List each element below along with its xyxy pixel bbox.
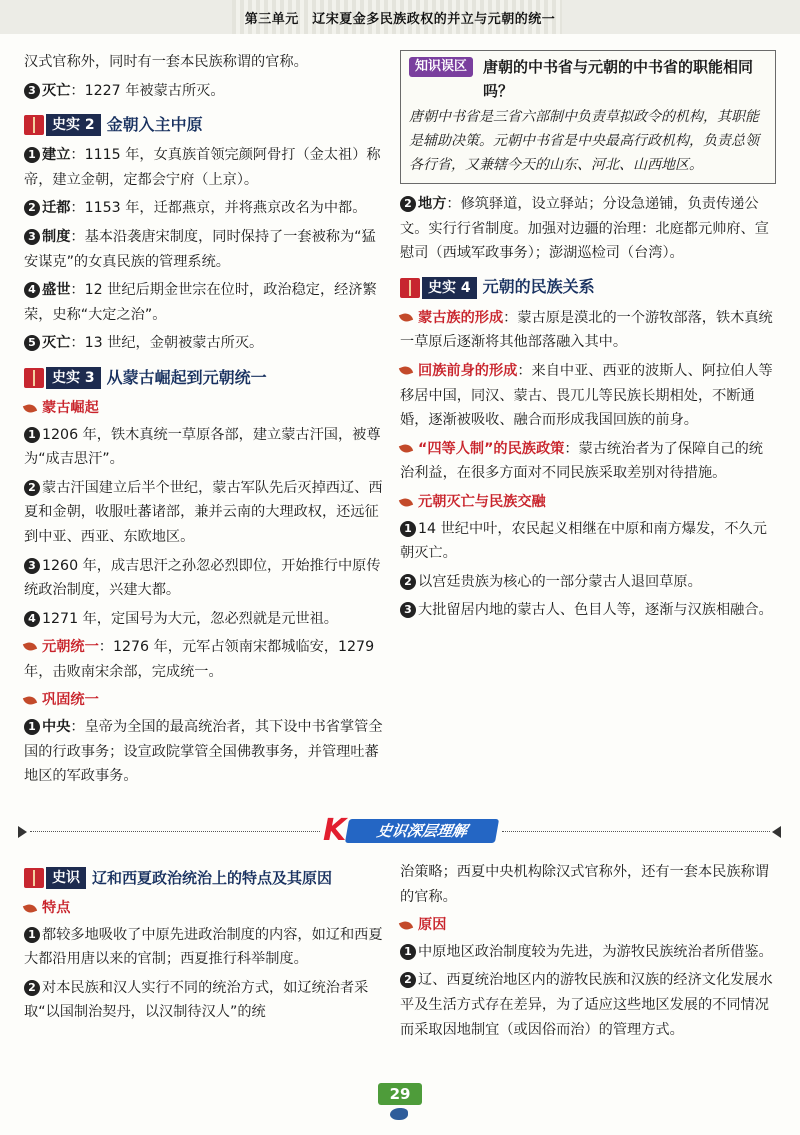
item-text: 对本民族和汉人实行不同的统治方式，如辽统治者采取“以国制治契丹，以汉制待汉人”的统 [24, 979, 369, 1021]
number-badge: 4 [24, 282, 40, 298]
k-logo-icon: K [323, 813, 347, 848]
item-label: 制度 [42, 228, 71, 245]
item-text: ：修筑驿道，设立驿站；分设急递铺，负责传递公文。实行行省制度。加强对边疆的治理：北庭都元帅府、宣慰司（西域军政事务）；澎湖巡检司（台湾）。 [400, 196, 769, 262]
number-badge: 4 [24, 611, 40, 627]
number-badge: 1 [400, 944, 416, 960]
liao-end-item [24, 79, 386, 104]
list-item [24, 923, 386, 972]
section-tag: 史实 2 [46, 114, 101, 136]
section-tag: 史识 [46, 867, 86, 889]
leaf-icon [399, 364, 413, 377]
misconception-tag: 知识误区 [409, 57, 473, 77]
item-label: 建立 [42, 147, 71, 164]
subheading-label: 巩固统一 [42, 692, 99, 709]
item-text: ：1276 年，元军占领南宋都城临安，1279 年，击败南宋余部，完成统一。 [24, 639, 375, 680]
list-item [400, 598, 776, 623]
list-item [24, 225, 386, 274]
divider [502, 831, 770, 832]
section-heading-2 [24, 113, 386, 137]
leaf-icon [399, 919, 413, 932]
misconception-box [400, 50, 776, 184]
item-text: ：12 世纪后期金世宗在位时，政治稳定，经济繁荣，史称“大定之治”。 [24, 282, 377, 323]
leaf-icon [399, 496, 413, 509]
deep-understanding-band [18, 815, 782, 849]
leaf-icon [399, 442, 413, 455]
unification-paragraph [24, 635, 386, 684]
number-badge: 1 [24, 927, 40, 943]
divider [30, 831, 320, 832]
number-badge: 2 [400, 196, 416, 212]
item-text: 14 世纪中叶，农民起义相继在中原和南方爆发，不久元朝灭亡。 [400, 520, 767, 562]
section-title: 从蒙古崛起到元朝统一 [106, 367, 267, 387]
section-heading-4 [400, 276, 776, 300]
box-header [409, 55, 767, 103]
paragraph [400, 306, 776, 355]
subheading-label: 原因 [418, 917, 447, 934]
subheading [24, 688, 386, 713]
paragraph [400, 437, 776, 486]
item-label: 灭亡 [42, 82, 71, 99]
book-icon [24, 115, 44, 135]
list-item [400, 968, 776, 1042]
paragraph-text: ：蒙古统治者为了保障自己的统治利益，在很多方面对不同民族采取差别对待措施。 [400, 440, 763, 482]
triangle-left-icon [18, 826, 27, 838]
section-tag: 史实 3 [46, 367, 101, 389]
item-text: ：1115 年，女真族首领完颜阿骨打（金太祖）称帝，建立金朝，定都会宁府（上京）。 [24, 147, 381, 188]
subheading [24, 896, 386, 921]
number-badge: 3 [24, 558, 40, 574]
list-item [24, 143, 386, 192]
list-item [400, 192, 776, 266]
bottom-right-column [400, 860, 776, 1046]
number-badge: 2 [24, 980, 40, 996]
list-item [24, 331, 386, 356]
bird-icon [390, 1108, 408, 1120]
list-item [24, 607, 386, 632]
number-badge: 2 [24, 480, 40, 496]
section-title: 金朝入主中原 [106, 114, 203, 134]
item-label: 中央 [42, 719, 71, 736]
page-header [0, 0, 800, 34]
leaf-icon [23, 402, 37, 415]
list-item [24, 423, 386, 472]
list-item [24, 554, 386, 603]
subheading-label: 特点 [42, 900, 71, 916]
subheading-label: 元朝灭亡与民族交融 [418, 493, 546, 510]
unit-title: 第三单元 辽宋夏金多民族政权的并立与元朝的统一 [244, 12, 556, 27]
item-text: ：皇帝为全国的最高统治者，其下设中书省掌管全国的行政事务；设宣政院掌管全国佛教事务，并管理吐蕃地区的军政事务。 [24, 719, 383, 785]
item-text: 都较多地吸收了中原先进政治制度的内容，如辽和西夏大都沿用唐以来的官制；西夏推行科举制度。 [24, 926, 383, 968]
item-text: ：基本沿袭唐宋制度，同时保持了一套被称为“猛安谋克”的女真民族的管理系统。 [24, 228, 376, 270]
number-badge: 2 [400, 972, 416, 988]
item-label: 盛世 [42, 282, 71, 299]
subheading-label: 元朝统一 [42, 639, 99, 656]
list-item [24, 196, 386, 221]
number-badge: 1 [24, 427, 40, 443]
box-question: 唐朝的中书省与元朝的中书省的职能相同吗？ [483, 58, 754, 100]
number-badge: 3 [400, 602, 416, 618]
item-text: ：1153 年，迁都燕京，并将燕京改名为中都。 [70, 200, 367, 217]
continued-text: 治策略；西夏中央机构除汉式官称外，还有一套本民族称谓的官称。 [400, 864, 769, 905]
number-badge: 1 [24, 147, 40, 163]
item-text: 1260 年，成吉思汗之孙忽必烈即位，开始推行中原传统政治制度，兴建大都。 [24, 557, 381, 599]
subheading [400, 490, 776, 515]
triangle-right-icon [772, 826, 781, 838]
item-label: 迁都 [42, 200, 71, 217]
box-body: 唐朝中书省是三省六部制中负责草拟政令的机构，其职能是辅助决策。元朝中书省是中央最高行政机构，负责总领各行省，又兼辖今天的山东、河北、山西地区。 [409, 109, 759, 173]
number-badge: 2 [24, 200, 40, 216]
band-logo [323, 815, 498, 847]
book-icon [24, 368, 44, 388]
book-icon [24, 868, 44, 888]
number-badge: 5 [24, 335, 40, 351]
item-text: 大批留居内地的蒙古人、色目人等，逐渐与汉族相融合。 [418, 602, 773, 619]
subheading [24, 396, 386, 421]
number-badge: 2 [400, 574, 416, 590]
item-label: 灭亡 [42, 335, 71, 352]
section-heading-3 [24, 366, 386, 390]
list-item [24, 715, 386, 789]
bottom-left-column [24, 860, 386, 1029]
item-text: 1206 年，铁木真统一草原各部，建立蒙古汗国，被尊为“成吉思汗”。 [24, 426, 381, 468]
paragraph-label: “四等人制”的民族政策 [418, 440, 565, 457]
item-text: 蒙古汗国建立后半个世纪，蒙古军队先后灭掉西辽、西夏和金朝，收服吐蕃诸部，兼并云南的大理政权，还远征到中亚、西亚、东欧地区。 [24, 479, 383, 545]
leaf-icon [23, 902, 37, 915]
item-text: 1271 年，定国号为大元，忽必烈就是元世祖。 [42, 610, 338, 627]
item-label: 地方 [418, 196, 447, 212]
paragraph [400, 359, 776, 433]
number-badge: 1 [24, 719, 40, 735]
item-text: 辽、西夏统治地区内的游牧民族和汉族的经济文化发展水平及生活方式存在差异，为了适应这些地区发展的不同情况而采取因地制宜（或因俗而治）的管理方式。 [400, 972, 773, 1038]
leaf-icon [23, 694, 37, 707]
section-title: 元朝的民族关系 [482, 277, 595, 297]
number-badge: 3 [24, 83, 40, 99]
page-number: 29 [378, 1083, 422, 1105]
list-item [400, 940, 776, 965]
item-text: ：13 世纪，金朝被蒙古所灭。 [70, 335, 264, 352]
paragraph-text: ：来自中亚、西亚的波斯人、阿拉伯人等移居中国，同汉、蒙古、畏兀儿等民族长期相处，不断通婚，逐渐被吸收、融合而形成我国回族的前身。 [400, 362, 773, 429]
list-item [24, 278, 386, 327]
book-icon [400, 278, 420, 298]
list-item [400, 517, 776, 566]
leaf-icon [399, 311, 413, 324]
paragraph-text: ：蒙古原是漠北的一个游牧部落，铁木真统一草原后逐渐将其他部落融入其中。 [400, 309, 773, 351]
number-badge: 3 [24, 229, 40, 245]
right-column [400, 50, 776, 627]
leaf-icon [23, 641, 37, 654]
item-text: 中原地区政治制度较为先进，为游牧民族统治者所借鉴。 [418, 943, 773, 960]
section-tag: 史实 4 [422, 277, 477, 299]
left-column [24, 50, 386, 793]
intro-text: 汉式官称外，同时有一套本民族称谓的官称。 [24, 54, 308, 70]
list-item [24, 976, 386, 1025]
band-title: 史识深层理解 [345, 819, 499, 843]
item-text: 以宫廷贵族为核心的一部分蒙古人退回草原。 [418, 573, 702, 590]
number-badge: 1 [400, 521, 416, 537]
list-item [400, 570, 776, 595]
item-text: ：1227 年被蒙古所灭。 [70, 82, 225, 99]
section-title: 辽和西夏政治统治上的特点及其原因 [92, 868, 333, 887]
subheading [400, 913, 776, 938]
paragraph-label: 蒙古族的形成 [418, 309, 504, 326]
subheading-label: 蒙古崛起 [42, 399, 99, 416]
section-heading-shishi [24, 866, 386, 890]
paragraph-label: 回族前身的形成 [418, 362, 518, 379]
list-item [24, 476, 386, 550]
